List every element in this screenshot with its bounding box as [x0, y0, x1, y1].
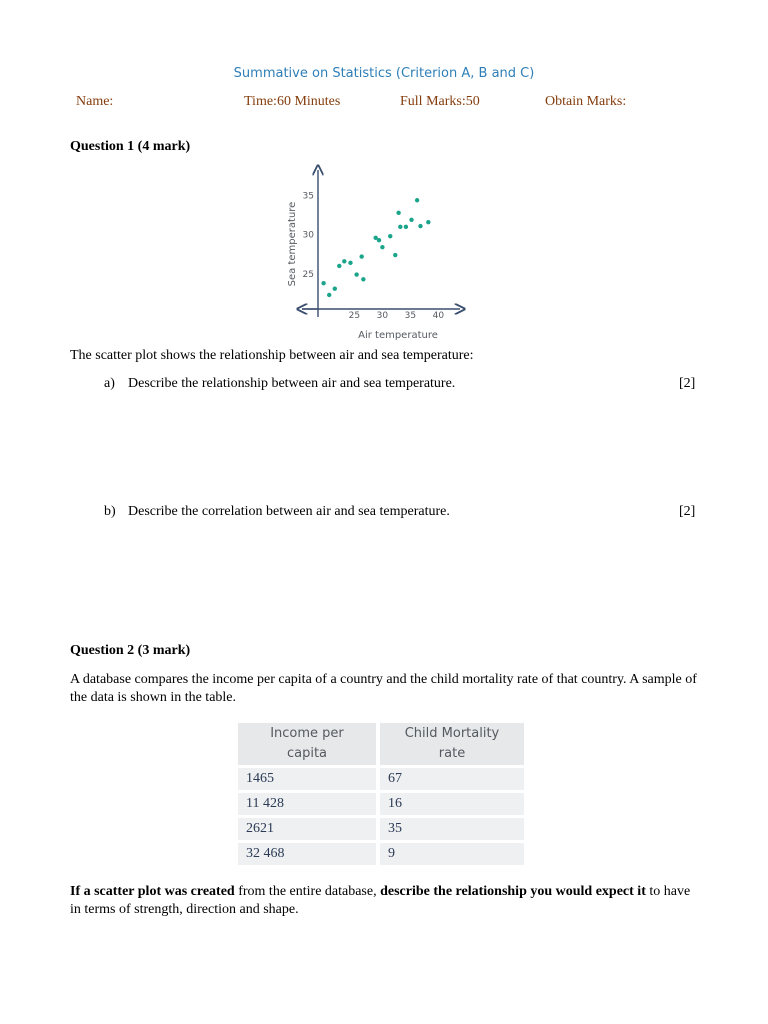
- instruction-bold-2: describe the relationship you would expect it: [380, 884, 646, 899]
- data-point: [380, 245, 384, 249]
- question-2-heading: Question 2 (3 mark): [70, 643, 191, 658]
- table-row: [238, 818, 524, 840]
- y-tick-label: 25: [302, 269, 314, 280]
- question-1-intro: The scatter plot shows the relationship between air and sea temperature:: [70, 348, 474, 363]
- y-tick-label: 35: [302, 191, 314, 202]
- income-mortality-table: [234, 720, 528, 868]
- data-point: [415, 198, 419, 202]
- x-tick-label: 30: [376, 311, 389, 321]
- table-row: [238, 793, 524, 815]
- table-row: [238, 768, 524, 790]
- instruction-plain-1: from the entire database,: [234, 884, 381, 899]
- mortality-cell: 9: [380, 843, 524, 865]
- part-a-text: Describe the relationship between air and sea temperature.: [128, 376, 456, 391]
- x-axis-label: Air temperature: [358, 330, 438, 341]
- data-point: [393, 253, 397, 257]
- y-axis-label: Sea temperature: [287, 201, 298, 287]
- time-label: Time:60 Minutes: [244, 94, 341, 109]
- data-point: [418, 224, 422, 228]
- data-point: [409, 218, 413, 222]
- column-header-mortality: Child Mortality rate: [380, 723, 524, 765]
- scatter-chart: [270, 162, 470, 346]
- data-point: [337, 264, 341, 268]
- x-tick-label: 35: [404, 311, 417, 321]
- data-point: [342, 259, 346, 263]
- data-point: [359, 254, 363, 258]
- data-point: [404, 225, 408, 229]
- data-point: [354, 272, 358, 276]
- part-b-marks: [2]: [679, 504, 696, 519]
- income-cell: 11 428: [238, 793, 376, 815]
- data-point: [396, 211, 400, 215]
- mortality-cell: 16: [380, 793, 524, 815]
- income-cell: 32 468: [238, 843, 376, 865]
- question-2-intro: A database compares the income per capita of a country and the child mortality rate of that country. A sample of the data is shown in the table.: [70, 672, 697, 705]
- data-point: [321, 281, 325, 285]
- part-a-marks: [2]: [679, 376, 696, 391]
- name-label: Name:: [76, 94, 114, 109]
- part-a-letter: a): [104, 376, 115, 391]
- column-header-income: Income per capita: [238, 723, 376, 765]
- part-b-text: Describe the correlation between air and sea temperature.: [128, 504, 450, 519]
- data-point: [398, 225, 402, 229]
- x-tick-label: 25: [348, 311, 361, 321]
- data-point: [377, 238, 381, 242]
- data-point: [333, 286, 337, 290]
- data-point: [426, 220, 430, 224]
- y-tick-label: 30: [302, 230, 314, 241]
- obtain-marks-label: Obtain Marks:: [545, 94, 627, 109]
- mortality-cell: 67: [380, 768, 524, 790]
- data-point: [327, 293, 331, 297]
- x-tick-label: 40: [432, 311, 445, 321]
- part-b-letter: b): [104, 504, 116, 519]
- mortality-cell: 35: [380, 818, 524, 840]
- full-marks-label: Full Marks:50: [400, 94, 480, 109]
- instruction-bold-1: If a scatter plot was created: [70, 884, 235, 899]
- document-title: Summative on Statistics (Criterion A, B and C): [233, 66, 535, 81]
- question-1-heading: Question 1 (4 mark): [70, 139, 191, 154]
- data-point: [348, 261, 352, 265]
- instruction-plain-2: to have in terms of strength, direction and shape.: [70, 884, 691, 917]
- data-point: [361, 277, 365, 281]
- question-2-instruction: [70, 883, 702, 919]
- data-point: [388, 234, 392, 238]
- table-row: [238, 843, 524, 865]
- income-cell: 1465: [238, 768, 376, 790]
- income-cell: 2621: [238, 818, 376, 840]
- table-header-row: [238, 723, 524, 765]
